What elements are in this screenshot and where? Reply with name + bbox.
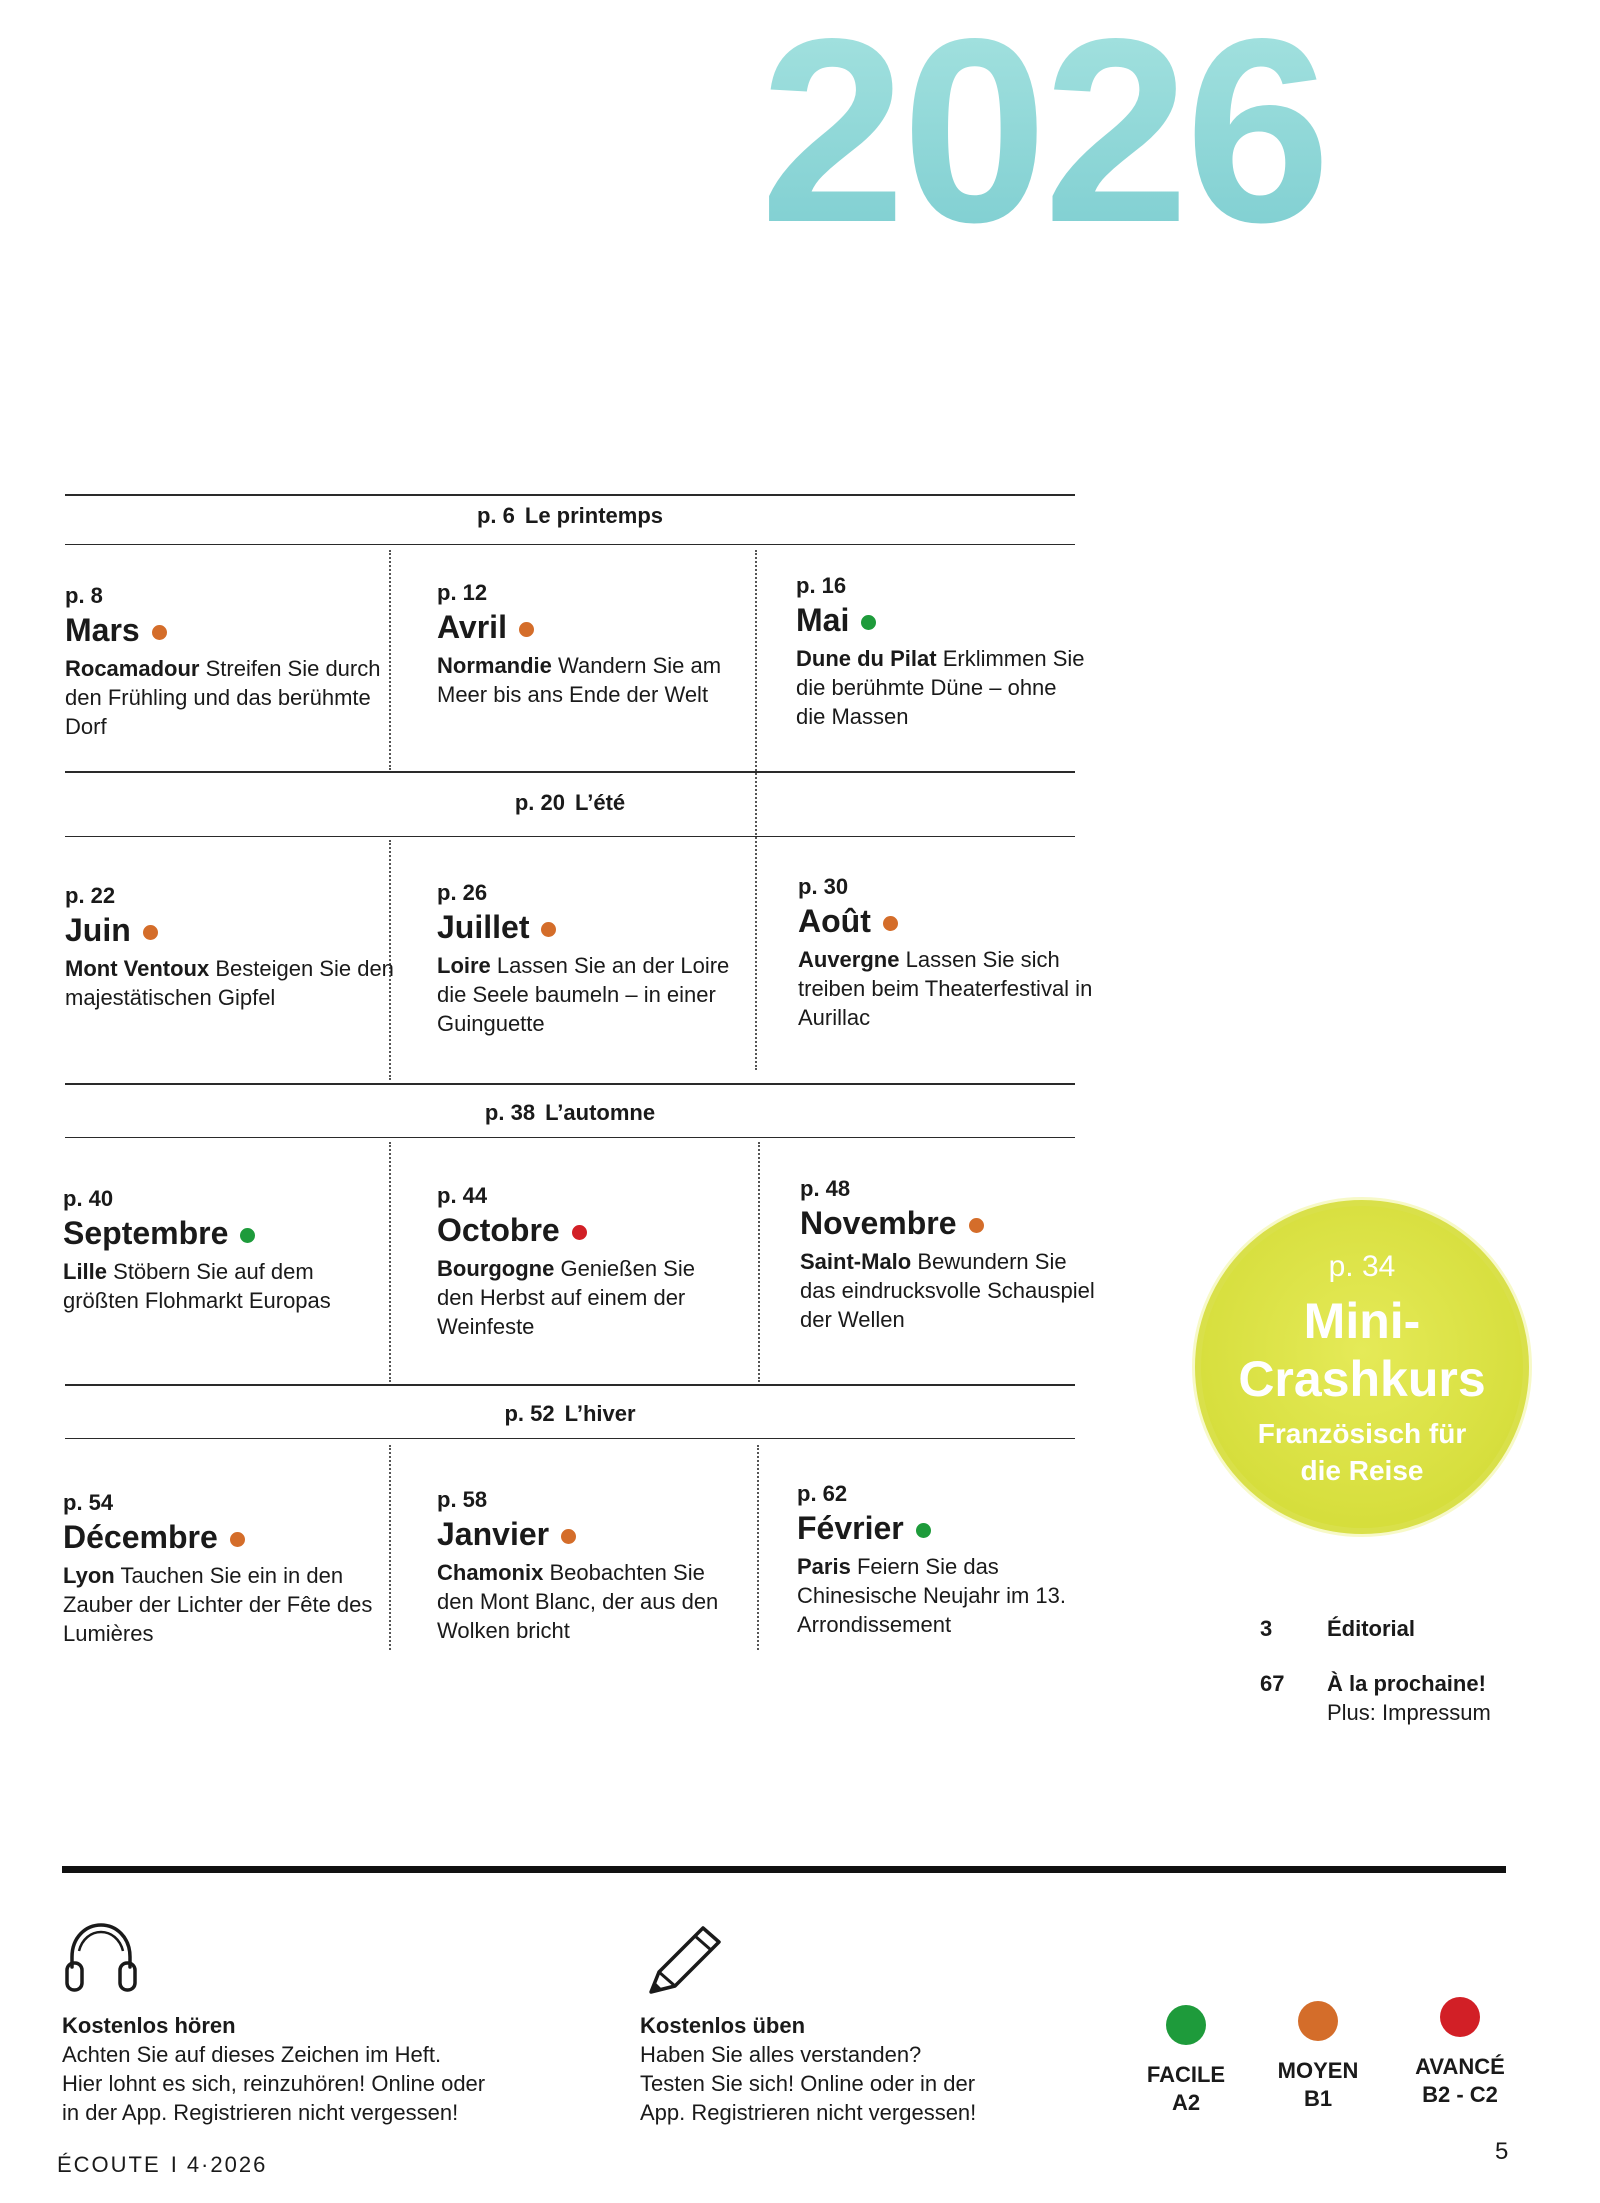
toc-subtitle: Plus: Impressum (1327, 1700, 1491, 1725)
level-dot (969, 1218, 984, 1233)
month-entry-juillet[interactable] (437, 879, 737, 1038)
level-dot (916, 1523, 931, 1538)
place-name: Mont Ventoux (65, 956, 210, 981)
month-page: p. 30 (798, 874, 849, 899)
level-name: FACILE (1146, 2062, 1226, 2087)
toc-page: 67 (1260, 1671, 1285, 1696)
level-code: B1 (1303, 2086, 1333, 2111)
magazine-name: ÉCOUTE (57, 2152, 161, 2177)
level-dot (1298, 2001, 1338, 2041)
level-dot (561, 1529, 576, 1544)
place-name: Chamonix (437, 1560, 544, 1585)
month-entry-fevrier[interactable] (797, 1480, 1097, 1639)
month-page: p. 54 (63, 1490, 114, 1515)
level-dot (861, 615, 876, 630)
month-description: Wandern Sie am Meer bis ans Ende der Welt (437, 653, 722, 707)
toc-title: À la prochaine! (1327, 1671, 1486, 1696)
month-name: Avril (437, 609, 507, 645)
place-name: Saint-Malo (800, 1249, 912, 1274)
month-page: p. 8 (65, 583, 103, 608)
month-name: Juillet (437, 909, 530, 945)
practice-info (640, 2011, 1090, 2127)
practice-text: App. Registrieren nicht vergessen! (640, 2100, 977, 2125)
month-entry-mars[interactable] (65, 582, 395, 741)
page-number: 5 (1495, 2138, 1509, 2165)
level-legend-facile (1116, 2005, 1256, 2117)
toc-page: 3 (1260, 1616, 1273, 1641)
issue-number: 4·2026 (186, 2152, 268, 2177)
month-page: p. 62 (797, 1481, 848, 1506)
practice-heading: Kostenlos üben (640, 2013, 806, 2038)
month-name: Mai (796, 602, 850, 638)
place-name: Rocamadour (65, 656, 200, 681)
month-description: Erklimmen Sie die berühmte Düne – ohne die Massen (796, 646, 1085, 729)
place-name: Dune du Pilat (796, 646, 937, 671)
month-entry-avril[interactable] (437, 579, 737, 709)
level-dot (240, 1228, 255, 1243)
column-separator (757, 1445, 759, 1650)
month-page: p. 16 (796, 573, 847, 598)
month-description: Besteigen Sie den majestätischen Gipfel (65, 956, 394, 1010)
month-entry-decembre[interactable] (63, 1489, 393, 1648)
level-dot (1440, 1997, 1480, 2037)
place-name: Normandie (437, 653, 552, 678)
season-page: p. 38 (484, 1100, 536, 1125)
pencil-icon (645, 1922, 725, 1997)
level-dot (230, 1532, 245, 1547)
listen-text: Hier lohnt es sich, reinzuhören! Online oder (62, 2071, 486, 2096)
level-dot (1166, 2005, 1206, 2045)
divider (65, 1438, 1075, 1439)
month-name: Septembre (63, 1215, 229, 1251)
month-name: Octobre (437, 1212, 560, 1248)
month-description: Genießen Sie den Herbst auf einem der Weinfeste (437, 1256, 695, 1339)
month-name: Février (797, 1510, 904, 1546)
listen-heading: Kostenlos hören (62, 2013, 236, 2038)
footer-separator: I (170, 2152, 177, 2177)
listen-text: in der App. Registrieren nicht vergessen! (62, 2100, 459, 2125)
month-description: Bewundern Sie das eindrucksvolle Schauspiel der Wellen (800, 1249, 1095, 1332)
month-page: p. 58 (437, 1487, 488, 1512)
badge-title-line: Crashkurs (1238, 1351, 1486, 1407)
badge-title (1195, 1292, 1529, 1408)
practice-text: Haben Sie alles verstanden? (640, 2042, 922, 2067)
headphones-icon (62, 1917, 140, 1993)
mini-crashkurs-badge[interactable] (1192, 1197, 1532, 1537)
badge-subtitle-line: Französisch für (1257, 1418, 1467, 1449)
level-legend-avance (1390, 1997, 1530, 2109)
month-entry-novembre[interactable] (800, 1175, 1100, 1334)
divider (65, 1137, 1075, 1138)
badge-subtitle-line: die Reise (1300, 1455, 1424, 1486)
season-page: p. 52 (504, 1401, 555, 1426)
place-name: Auvergne (798, 947, 900, 972)
place-name: Loire (437, 953, 491, 978)
month-page: p. 12 (437, 580, 488, 605)
level-legend-moyen (1248, 2001, 1388, 2113)
season-header-summer[interactable] (65, 789, 1075, 817)
month-name: Novembre (800, 1205, 957, 1241)
season-name: Le printemps (524, 503, 664, 528)
divider (65, 1083, 1075, 1085)
month-description: Lassen Sie sich treiben beim Theaterfestival in Aurillac (798, 947, 1093, 1030)
season-header-winter[interactable] (65, 1400, 1075, 1428)
place-name: Lyon (63, 1563, 115, 1588)
level-dot (519, 622, 534, 637)
month-description: Beobachten Sie den Mont Blanc, der aus den Wolken bricht (437, 1560, 719, 1643)
month-name: Mars (65, 612, 140, 648)
month-page: p. 48 (800, 1176, 851, 1201)
listen-text: Achten Sie auf dieses Zeichen im Heft. (62, 2042, 442, 2067)
month-name: Juin (65, 912, 131, 948)
month-page: p. 40 (63, 1186, 114, 1211)
month-description: Streifen Sie durch den Frühling und das berühmte Dorf (65, 656, 381, 739)
level-dot (572, 1225, 587, 1240)
level-dot (541, 922, 556, 937)
month-page: p. 44 (437, 1183, 488, 1208)
month-page: p. 26 (437, 880, 488, 905)
place-name: Bourgogne (437, 1256, 555, 1281)
column-separator (758, 1142, 760, 1382)
place-name: Lille (63, 1259, 108, 1284)
season-header-autumn[interactable] (65, 1099, 1075, 1127)
season-page: p. 6 (476, 503, 515, 528)
toc-title: Éditorial (1327, 1616, 1416, 1641)
month-description: Stöbern Sie auf dem größten Flohmarkt Europas (63, 1259, 331, 1313)
section-divider (62, 1866, 1506, 1873)
level-dot (143, 925, 158, 940)
season-name: L’été (575, 790, 626, 815)
month-name: Décembre (63, 1519, 218, 1555)
month-name: Janvier (437, 1516, 550, 1552)
month-entry-octobre[interactable] (437, 1182, 737, 1341)
place-name: Paris (797, 1554, 851, 1579)
level-dot (152, 625, 167, 640)
month-description: Tauchen Sie ein in den Zauber der Lichter der Fête des Lumières (63, 1563, 373, 1646)
badge-page: p. 34 (1328, 1250, 1396, 1283)
badge-title-line: Mini- (1303, 1293, 1421, 1349)
month-description: Lassen Sie an der Loire die Seele baumeln – in einer Guinguette (437, 953, 730, 1036)
divider (65, 494, 1075, 496)
season-name: L’automne (545, 1100, 656, 1125)
listen-info (62, 2011, 602, 2127)
season-page: p. 20 (514, 790, 565, 815)
level-name: AVANCÉ (1415, 2054, 1505, 2079)
season-name: L’hiver (564, 1401, 636, 1426)
level-code: A2 (1171, 2090, 1201, 2115)
divider (65, 544, 1075, 545)
level-dot (883, 916, 898, 931)
level-name: MOYEN (1277, 2058, 1359, 2083)
magazine-footer (57, 2152, 267, 2178)
divider (65, 1384, 1075, 1386)
badge-subtitle (1195, 1415, 1529, 1489)
month-description: Feiern Sie das Chinesische Neujahr im 13. Arrondissement (797, 1554, 1067, 1637)
month-entry-mai[interactable] (796, 572, 1086, 731)
month-entry-janvier[interactable] (437, 1486, 737, 1645)
month-entry-aout[interactable] (798, 873, 1098, 1032)
divider (65, 836, 1075, 837)
month-name: Août (798, 903, 871, 939)
month-entry-juin[interactable] (65, 882, 395, 1012)
divider (65, 771, 1075, 773)
practice-text: Testen Sie sich! Online oder in der (640, 2071, 976, 2096)
year-title: 2026 (760, 0, 1580, 265)
month-entry-septembre[interactable] (63, 1185, 393, 1315)
month-page: p. 22 (65, 883, 116, 908)
season-header-spring[interactable] (65, 502, 1075, 530)
level-code: B2 - C2 (1422, 2082, 1498, 2107)
